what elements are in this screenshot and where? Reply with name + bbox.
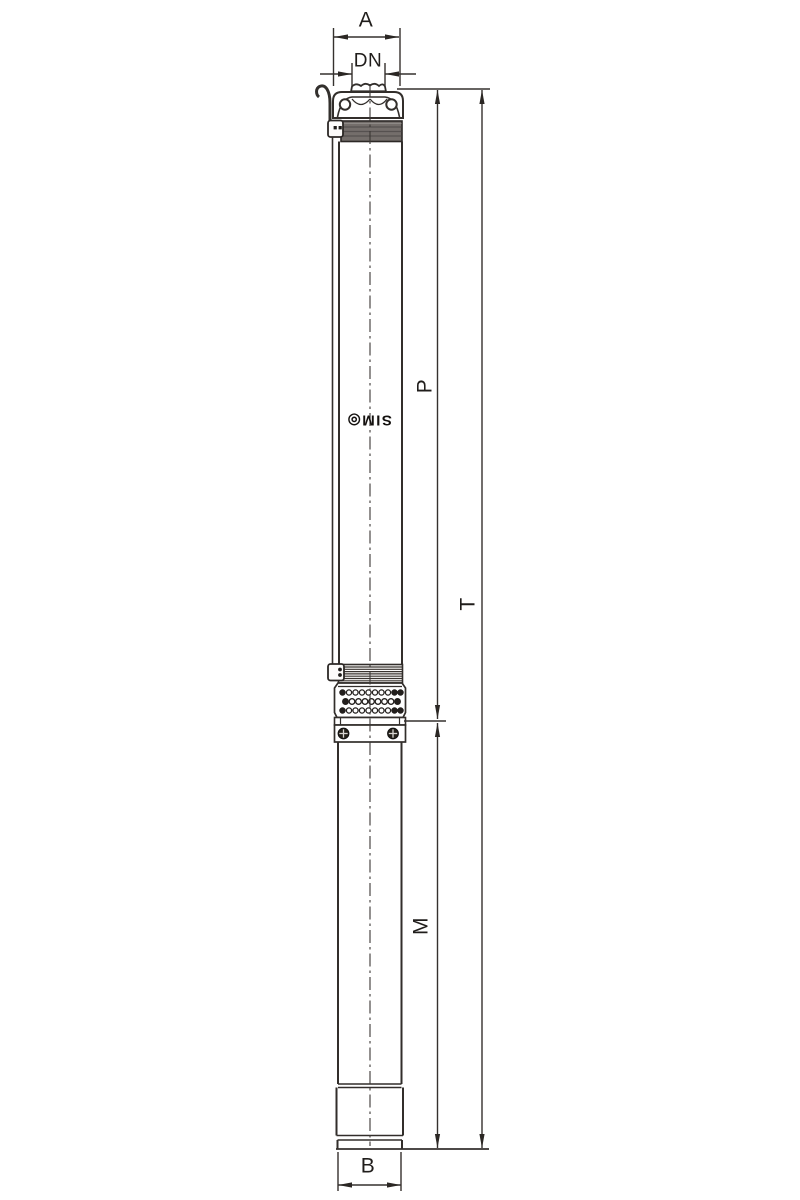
simo-logo: SIM◎ bbox=[346, 411, 392, 429]
arrowhead-up bbox=[435, 723, 440, 737]
dimension-label-b: B bbox=[360, 1154, 376, 1178]
dimension-label-t: T bbox=[456, 597, 480, 611]
pump-body bbox=[333, 137, 403, 665]
ribbed-band bbox=[328, 664, 403, 683]
clamp-bolt bbox=[339, 126, 342, 129]
dimension-label-dn: DN bbox=[353, 50, 383, 72]
arrowhead-left bbox=[338, 1182, 352, 1187]
cable-clamp-bottom bbox=[328, 664, 344, 681]
motor-body bbox=[337, 742, 404, 1149]
cable-hook bbox=[317, 86, 330, 121]
arrowhead-left bbox=[338, 71, 352, 76]
lifting-ear-hole-left bbox=[340, 99, 350, 109]
clamp-bolt bbox=[338, 673, 342, 677]
dimension-label-m: M bbox=[409, 917, 433, 935]
dimension-P bbox=[435, 90, 440, 719]
arrowhead-up bbox=[479, 90, 484, 104]
arrowhead-right bbox=[387, 1182, 401, 1187]
arrowhead-right bbox=[385, 71, 399, 76]
clamp-bolt bbox=[338, 668, 342, 672]
arrowhead-left bbox=[334, 34, 348, 39]
clamp-bolt bbox=[334, 126, 337, 129]
lifting-ear-hole-right bbox=[386, 99, 396, 109]
arrowhead-up bbox=[435, 90, 440, 104]
dimension-label-a: A bbox=[358, 8, 374, 32]
pump-head bbox=[317, 84, 403, 121]
arrowhead-down bbox=[435, 705, 440, 719]
arrowhead-down bbox=[435, 1134, 440, 1148]
arrowhead-right bbox=[385, 34, 399, 39]
dimension-M bbox=[435, 723, 440, 1148]
arrowhead-down bbox=[479, 1134, 484, 1148]
cable-guard-band bbox=[328, 121, 402, 142]
dimension-T bbox=[479, 90, 484, 1148]
dimension-label-p: P bbox=[413, 378, 437, 394]
extension-lines bbox=[336, 89, 490, 1149]
